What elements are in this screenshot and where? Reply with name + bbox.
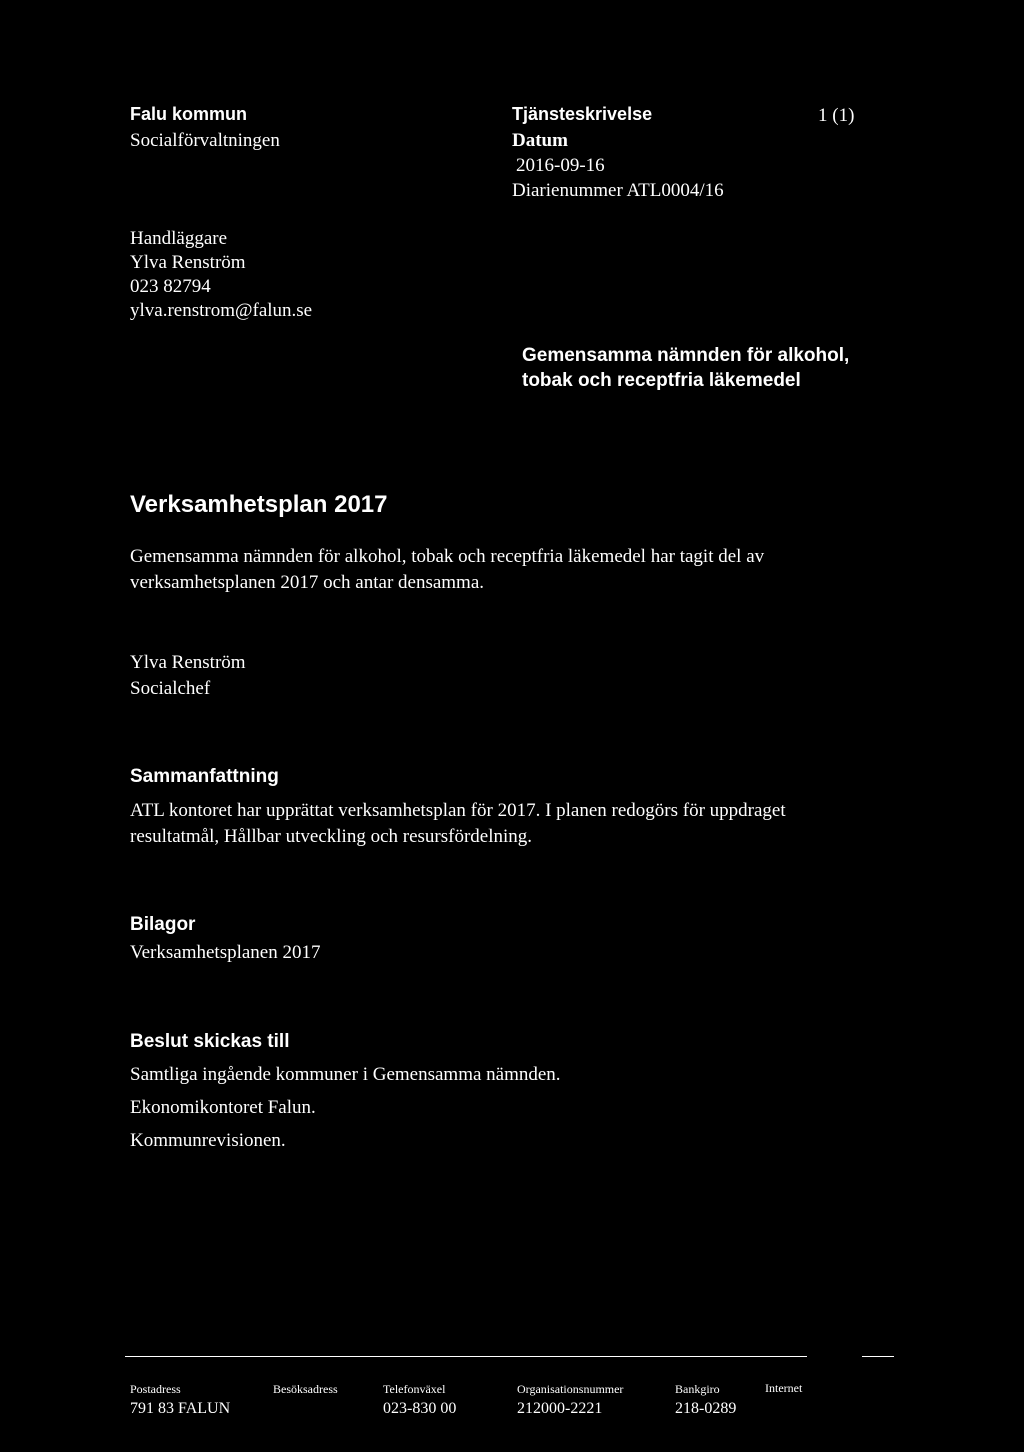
footer-telefon: 023-830 00 [383,1400,457,1417]
summary-line-1: ATL kontoret har upprättat verksamhetsplan för 2017. I planen redogörs för uppdraget [130,800,786,821]
summary-line-2: resultatmål, Hållbar utveckling och resursfördelning. [130,826,533,847]
handler-name: Ylva Renström [130,252,246,273]
footer-telefon-label: Telefonväxel [383,1382,446,1396]
document-title: Verksamhetsplan 2017 [130,491,388,518]
handler-label: Handläggare [130,228,228,249]
footer-bankgiro: 218-0289 [675,1400,737,1417]
sent-to-item: Ekonomikontoret Falun. [130,1097,316,1118]
org-name: Falu kommun [130,104,248,124]
sent-to-heading: Beslut skickas till [130,1031,290,1052]
diarienummer: Diarienummer ATL0004/16 [512,180,724,201]
department: Socialförvaltningen [130,130,280,151]
decision-line-2: verksamhetsplanen 2017 och antar densamma. [130,572,485,593]
page-number: 1 (1) [818,105,855,126]
recipient-line-2: tobak och receptfria läkemedel [522,370,801,391]
document-type: Tjänsteskrivelse [512,104,653,124]
footer-org-nr: 212000-2221 [517,1400,603,1417]
footer-postadress-label: Postadress [130,1382,181,1396]
handler-email[interactable]: ylva.renstrom@falun.se [130,300,313,321]
footer-besok-label: Besöksadress [273,1382,338,1396]
footer-org-label: Organisationsnummer [517,1382,624,1396]
summary-heading: Sammanfattning [130,766,279,787]
recipient-line-1: Gemensamma nämnden för alkohol, [522,345,850,366]
attachment-item: Verksamhetsplanen 2017 [130,942,321,963]
date-value: 2016-09-16 [516,155,605,176]
sent-to-item: Samtliga ingående kommuner i Gemensamma nämnden. [130,1064,561,1085]
date-label: Datum [512,130,568,151]
footer-postadress: 791 83 FALUN [130,1400,231,1417]
signature-name: Ylva Renström [130,652,246,673]
decision-line-1: Gemensamma nämnden för alkohol, tobak och receptfria läkemedel har tagit del av [130,546,765,567]
footer-divider [125,1356,807,1357]
sent-to-item: Kommunrevisionen. [130,1130,286,1151]
footer-divider-right [862,1356,894,1357]
attachments-heading: Bilagor [130,914,196,935]
footer-bankgiro-label: Bankgiro [675,1382,720,1396]
handler-phone: 023 82794 [130,276,211,297]
signature-role: Socialchef [130,678,211,699]
footer-internet-label: Internet [765,1381,803,1395]
